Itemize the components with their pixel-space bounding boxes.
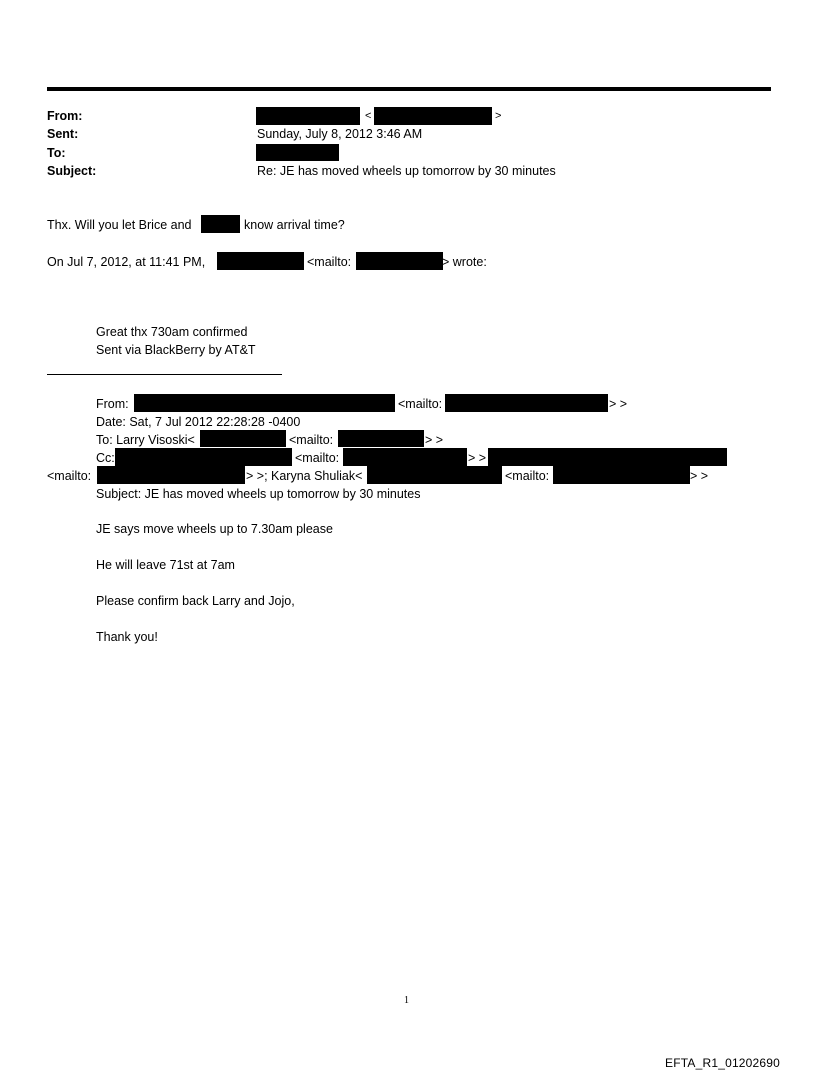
redaction-orig-to-email	[338, 430, 424, 447]
orig-wrap-close: > >	[690, 469, 709, 483]
orig-from-label: From:	[96, 397, 129, 411]
quoted-line-1: Great thx 730am confirmed	[96, 325, 248, 339]
quote-separator	[47, 374, 282, 375]
orig-body-1: JE says move wheels up to 7.30am please	[96, 522, 333, 536]
orig-body-2: He will leave 71st at 7am	[96, 558, 235, 572]
redaction-orig-cc-2	[488, 448, 727, 466]
orig-cc-mailto: <mailto:	[295, 451, 340, 465]
from-label: From:	[47, 109, 83, 123]
orig-to-part1: To: Larry Visoski<	[96, 433, 195, 447]
reply-line-part1: Thx. Will you let Brice and	[47, 218, 192, 232]
orig-from-mailto: <mailto:	[398, 397, 443, 411]
subject-label: Subject:	[47, 164, 97, 178]
attribution-wrote: > wrote:	[442, 255, 487, 269]
orig-to-mailto: <mailto:	[289, 433, 334, 447]
orig-from-close: > >	[609, 397, 628, 411]
redaction-orig-karyna	[367, 466, 502, 484]
orig-cc-close: > >	[468, 451, 487, 465]
orig-wrap-karyna: > >; Karyna Shuliak<	[246, 469, 363, 483]
redaction-from-name	[256, 107, 360, 125]
redaction-orig-wrap-email	[97, 466, 245, 484]
orig-subject: Subject: JE has moved wheels up tomorrow by 30 minutes	[96, 487, 421, 501]
redaction-from-email	[374, 107, 492, 125]
bates-number: EFTA_R1_01202690	[665, 1056, 781, 1070]
orig-wrap-mailto-2: <mailto:	[505, 469, 550, 483]
sent-label: Sent:	[47, 127, 79, 141]
redaction-orig-from	[134, 394, 395, 412]
header-rule	[47, 87, 771, 91]
redaction-orig-cc-email	[343, 448, 467, 466]
page-number: 1	[404, 995, 409, 1006]
redaction-orig-karyna-email	[553, 466, 690, 484]
attribution-mailto: <mailto:	[307, 255, 352, 269]
redaction-to	[256, 144, 339, 161]
redaction-orig-cc-1	[115, 448, 292, 466]
redaction-orig-to	[200, 430, 286, 447]
redaction-reply-name	[201, 215, 240, 233]
orig-body-4: Thank you!	[96, 630, 158, 644]
from-open-bracket: <	[365, 110, 372, 122]
orig-date: Date: Sat, 7 Jul 2012 22:28:28 -0400	[96, 415, 301, 429]
sent-value: Sunday, July 8, 2012 3:46 AM	[257, 127, 423, 141]
to-label: To:	[47, 146, 66, 160]
from-close-bracket: >	[495, 110, 502, 122]
reply-line-part2: know arrival time?	[244, 218, 345, 232]
orig-body-3: Please confirm back Larry and Jojo,	[96, 594, 295, 608]
redaction-attrib-email	[356, 252, 443, 270]
quoted-line-2: Sent via BlackBerry by AT&T	[96, 343, 256, 357]
subject-value: Re: JE has moved wheels up tomorrow by 30 minutes	[257, 164, 556, 178]
attribution-part1: On Jul 7, 2012, at 11:41 PM,	[47, 255, 206, 269]
orig-wrap-mailto: <mailto:	[47, 469, 92, 483]
orig-to-close: > >	[425, 433, 444, 447]
redaction-orig-from-email	[445, 394, 608, 412]
orig-cc-label: Cc:	[96, 451, 115, 465]
redaction-attrib-name	[217, 252, 304, 270]
